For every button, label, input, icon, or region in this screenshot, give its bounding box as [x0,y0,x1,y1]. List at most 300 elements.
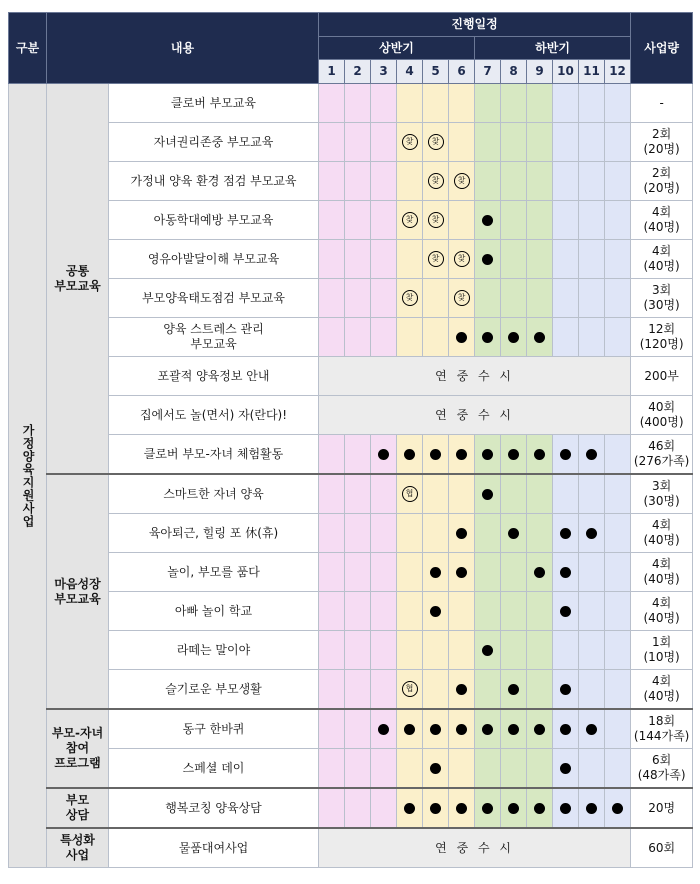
table-row [9,670,693,710]
month-cell [501,279,527,318]
month-cell [475,435,501,475]
month-cell [319,553,345,592]
month-cell [605,84,631,123]
scheduled-dot [586,724,597,735]
month-cell [449,318,475,357]
month-cell [397,123,423,162]
table-row [9,709,693,749]
program-name: 육아퇴근, 힐링 포 休(휴) [109,514,319,553]
month-cell [423,84,449,123]
month-cell [579,631,605,670]
month-cell [319,201,345,240]
month-cell [345,514,371,553]
volume-cell: 1회 (10명) [631,631,693,670]
month-cell [527,201,553,240]
table-body [9,84,693,868]
month-cell [579,84,605,123]
scheduled-dot [456,528,467,539]
month-cell [397,631,423,670]
year-round-cell: 연 중 수 시 [319,396,631,435]
month-cell [345,279,371,318]
volume-cell: 2회 (20명) [631,162,693,201]
group-label: 공통 부모교육 [47,84,109,475]
scheduled-dot [430,763,441,774]
month-cell [501,514,527,553]
scheduled-dot [482,449,493,460]
table-row [9,396,693,435]
month-cell [475,631,501,670]
program-name: 클로버 부모-자녀 체험활동 [109,435,319,475]
header-first-half: 상반기 [319,37,475,60]
scheduled-dot [534,332,545,343]
table-row [9,357,693,396]
month-cell [319,84,345,123]
month-cell [345,670,371,710]
scheduled-dot [456,449,467,460]
month-cell [449,474,475,514]
month-3-header: 3 [371,60,397,84]
scheduled-dot [482,332,493,343]
month-cell [319,123,345,162]
month-5-header: 5 [423,60,449,84]
volume-cell: 6회 (48가족) [631,749,693,789]
month-cell [475,84,501,123]
scheduled-dot [404,803,415,814]
month-cell [423,435,449,475]
month-cell [605,553,631,592]
scheduled-dot [482,254,493,265]
month-cell [397,201,423,240]
month-cell [319,514,345,553]
month-cell [605,474,631,514]
month-cell [501,709,527,749]
volume-cell: 200부 [631,357,693,396]
chat-mark: 찾 [428,251,444,267]
scheduled-dot [560,803,571,814]
scheduled-dot [534,449,545,460]
month-cell [501,788,527,828]
scheduled-dot [430,567,441,578]
month-cell [449,84,475,123]
volume-cell: 4회 (40명) [631,553,693,592]
scheduled-dot [456,567,467,578]
program-name: 양육 스트레스 관리 부모교육 [109,318,319,357]
scheduled-dot [560,684,571,695]
group-label: 특성화 사업 [47,828,109,868]
scheduled-dot [508,684,519,695]
month-cell [501,670,527,710]
chat-mark: 찾 [402,290,418,306]
month-cell [553,592,579,631]
month-cell [475,670,501,710]
month-cell [449,279,475,318]
program-name: 아빠 놀이 학교 [109,592,319,631]
month-cell [345,201,371,240]
main-category-cell: 가정양육지원사업 [9,84,47,868]
table-row [9,318,693,357]
month-cell [579,318,605,357]
month-cell [371,709,397,749]
month-cell [319,631,345,670]
month-cell [605,670,631,710]
month-cell [397,435,423,475]
month-cell [449,240,475,279]
month-cell [475,474,501,514]
month-cell [501,201,527,240]
month-cell [605,709,631,749]
month-cell [553,279,579,318]
scheduled-dot [508,449,519,460]
month-4-header: 4 [397,60,423,84]
month-cell [605,631,631,670]
month-cell [423,201,449,240]
month-12-header: 12 [605,60,631,84]
month-cell [579,435,605,475]
scheduled-dot [560,528,571,539]
hyeop-mark: 협 [402,681,418,697]
month-cell [553,318,579,357]
volume-cell: 4회 (40명) [631,201,693,240]
scheduled-dot [586,803,597,814]
month-cell [397,514,423,553]
month-cell [371,592,397,631]
month-cell [475,240,501,279]
month-cell [397,709,423,749]
month-cell [345,788,371,828]
volume-cell: 4회 (40명) [631,240,693,279]
scheduled-dot [404,724,415,735]
month-cell [423,279,449,318]
month-cell [449,631,475,670]
chat-mark: 찾 [454,290,470,306]
scheduled-dot [378,449,389,460]
program-name: 부모양육태도점검 부모교육 [109,279,319,318]
year-round-cell: 연 중 수 시 [319,357,631,396]
scheduled-dot [456,684,467,695]
table-row [9,84,693,123]
table-row [9,240,693,279]
month-cell [371,240,397,279]
month-cell [527,474,553,514]
month-cell [371,749,397,789]
scheduled-dot [534,724,545,735]
month-cell [449,592,475,631]
group-label: 부모-자녀 참여 프로그램 [47,709,109,788]
month-cell [345,162,371,201]
month-cell [423,240,449,279]
scheduled-dot [430,606,441,617]
program-name: 포괄적 양육정보 안내 [109,357,319,396]
scheduled-dot [482,645,493,656]
month-cell [527,123,553,162]
month-cell [371,670,397,710]
month-cell [605,201,631,240]
month-cell [527,279,553,318]
month-cell [423,670,449,710]
table-row [9,788,693,828]
program-name: 행복코칭 양육상담 [109,788,319,828]
chat-mark: 찾 [428,173,444,189]
month-cell [579,123,605,162]
month-cell [475,201,501,240]
month-cell [449,514,475,553]
table-row [9,749,693,789]
month-cell [579,749,605,789]
month-cell [371,631,397,670]
month-cell [605,749,631,789]
chat-mark: 찾 [428,134,444,150]
scheduled-dot [482,724,493,735]
month-cell [527,84,553,123]
month-11-header: 11 [579,60,605,84]
month-cell [319,240,345,279]
month-cell [371,123,397,162]
month-cell [605,279,631,318]
month-cell [397,670,423,710]
year-round-cell: 연 중 수 시 [319,828,631,868]
month-cell [345,240,371,279]
volume-cell: 60회 [631,828,693,868]
month-cell [423,318,449,357]
month-cell [423,123,449,162]
month-cell [345,631,371,670]
month-cell [397,318,423,357]
table-row [9,592,693,631]
scheduled-dot [430,803,441,814]
volume-cell: 12회 (120명) [631,318,693,357]
month-cell [423,162,449,201]
program-name: 놀이, 부모를 품다 [109,553,319,592]
month-cell [501,240,527,279]
month-cell [449,788,475,828]
month-cell [579,553,605,592]
month-cell [371,201,397,240]
scheduled-dot [534,803,545,814]
month-cell [371,318,397,357]
month-cell [579,162,605,201]
scheduled-dot [482,489,493,500]
month-cell [605,435,631,475]
month-cell [527,670,553,710]
program-name: 집에서도 놀(면서) 자(란다)! [109,396,319,435]
program-name: 클로버 부모교육 [109,84,319,123]
month-cell [423,474,449,514]
month-cell [397,84,423,123]
month-cell [553,474,579,514]
month-cell [605,788,631,828]
month-cell [475,592,501,631]
month-cell [579,788,605,828]
month-cell [319,474,345,514]
month-cell [319,709,345,749]
month-cell [605,240,631,279]
month-cell [501,435,527,475]
table-row [9,553,693,592]
month-cell [553,162,579,201]
month-cell [423,514,449,553]
month-cell [319,592,345,631]
table-row [9,514,693,553]
chat-mark: 찾 [454,173,470,189]
month-cell [319,162,345,201]
scheduled-dot [456,724,467,735]
table-row [9,279,693,318]
scheduled-dot [586,449,597,460]
month-cell [345,553,371,592]
chat-mark: 찾 [454,251,470,267]
month-cell [527,240,553,279]
month-cell [397,592,423,631]
header-volume: 사업량 [631,13,693,84]
month-cell [501,84,527,123]
month-cell [345,749,371,789]
table-row [9,631,693,670]
volume-cell: - [631,84,693,123]
month-cell [553,84,579,123]
schedule-table [8,12,693,868]
table-row [9,828,693,868]
month-cell [605,514,631,553]
month-cell [579,514,605,553]
month-cell [371,474,397,514]
program-name: 동구 한바퀴 [109,709,319,749]
table-row [9,201,693,240]
month-cell [605,592,631,631]
month-cell [345,592,371,631]
month-cell [371,162,397,201]
month-cell [553,201,579,240]
program-name: 라떼는 말이야 [109,631,319,670]
header-category: 구분 [9,13,47,84]
month-cell [579,279,605,318]
month-7-header: 7 [475,60,501,84]
month-cell [527,435,553,475]
chat-mark: 찾 [428,212,444,228]
program-name: 물품대여사업 [109,828,319,868]
month-cell [553,709,579,749]
month-cell [527,709,553,749]
month-cell [371,553,397,592]
month-cell [449,670,475,710]
table-row [9,123,693,162]
volume-cell: 4회 (40명) [631,514,693,553]
month-cell [319,670,345,710]
hyeop-mark: 협 [402,486,418,502]
table-row [9,474,693,514]
month-cell [553,788,579,828]
month-cell [475,279,501,318]
month-cell [553,749,579,789]
month-cell [605,318,631,357]
month-cell [553,670,579,710]
month-cell [423,631,449,670]
month-cell [423,553,449,592]
month-cell [527,631,553,670]
month-cell [501,162,527,201]
month-cell [397,474,423,514]
month-cell [319,318,345,357]
scheduled-dot [378,724,389,735]
month-cell [319,788,345,828]
month-cell [345,709,371,749]
month-cell [397,162,423,201]
month-cell [553,553,579,592]
header-second-half: 하반기 [475,37,631,60]
month-cell [553,631,579,670]
month-cell [423,592,449,631]
scheduled-dot [456,332,467,343]
month-cell [371,788,397,828]
month-cell [579,592,605,631]
month-cell [449,201,475,240]
month-cell [527,553,553,592]
program-name: 스페셜 데이 [109,749,319,789]
scheduled-dot [560,724,571,735]
scheduled-dot [508,528,519,539]
month-cell [345,435,371,475]
month-cell [579,709,605,749]
month-cell [319,749,345,789]
table-row [9,162,693,201]
volume-cell: 40회 (400명) [631,396,693,435]
program-name: 자녀권리존중 부모교육 [109,123,319,162]
month-cell [397,279,423,318]
month-cell [449,123,475,162]
month-cell [501,631,527,670]
month-cell [501,318,527,357]
header-content: 내용 [47,13,319,84]
month-cell [527,514,553,553]
month-cell [579,474,605,514]
month-cell [319,435,345,475]
month-cell [397,749,423,789]
month-1-header: 1 [319,60,345,84]
volume-cell: 2회 (20명) [631,123,693,162]
month-cell [345,123,371,162]
month-cell [371,435,397,475]
scheduled-dot [456,803,467,814]
month-cell [475,162,501,201]
month-cell [319,279,345,318]
scheduled-dot [430,449,441,460]
month-cell [475,514,501,553]
month-cell [397,788,423,828]
month-cell [397,553,423,592]
month-2-header: 2 [345,60,371,84]
month-cell [371,279,397,318]
month-cell [527,749,553,789]
volume-cell: 4회 (40명) [631,670,693,710]
month-cell [501,749,527,789]
month-cell [553,123,579,162]
month-cell [501,553,527,592]
month-cell [449,435,475,475]
volume-cell: 3회 (30명) [631,474,693,514]
month-cell [527,788,553,828]
program-name: 슬기로운 부모생활 [109,670,319,710]
scheduled-dot [534,567,545,578]
month-cell [397,240,423,279]
scheduled-dot [430,724,441,735]
scheduled-dot [560,449,571,460]
month-cell [501,592,527,631]
scheduled-dot [586,528,597,539]
month-cell [345,318,371,357]
month-cell [345,84,371,123]
month-cell [423,749,449,789]
month-cell [449,709,475,749]
month-8-header: 8 [501,60,527,84]
